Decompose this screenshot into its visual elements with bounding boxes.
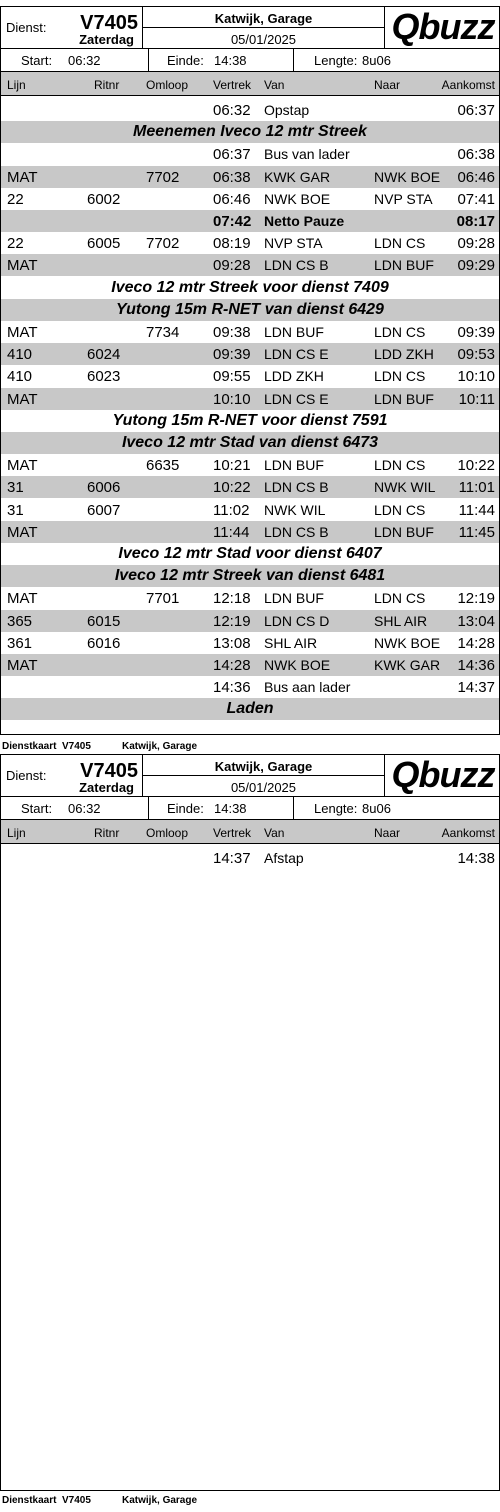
dienst-cell [1,7,143,48]
footer-dienst: V7405 [62,741,91,752]
cell-lijn: MAT [7,168,38,186]
cell-naar: LDN CS [374,457,426,474]
cell-naar: LDN BUF [374,390,434,407]
cell-aankomst: 06:46 [457,168,495,186]
cell-vertrek: 08:19 [213,235,251,253]
cell-aankomst: 14:37 [457,679,495,697]
cell-aankomst: 11:01 [458,479,495,497]
day-of-week: Zaterdag [79,780,134,795]
day-of-week: Zaterdag [79,32,134,47]
cell-ritnr: 6005 [87,235,121,253]
cell-aankomst: 12:19 [457,590,495,608]
cell-ritnr: 6002 [87,190,121,208]
cell-naar: LDN CS [374,590,426,607]
dienst-label: Dienst: [6,768,47,783]
page-footer [0,1495,500,1509]
cell-aankomst: 07:41 [457,190,495,208]
col-aankomst: Aankomst [441,826,495,840]
service-card-page-2 [0,754,500,1491]
cell-vertrek: 14:36 [213,679,251,697]
dienst-label: Dienst: [6,20,47,35]
cell-vertrek: 10:21 [213,457,251,475]
length-label: Lengte: [314,801,358,816]
pause-row [1,210,499,232]
col-van: Van [264,826,285,840]
cell-naar: LDN CS [374,368,426,385]
trip-row [1,232,499,254]
cell-van: LDN BUF [264,324,324,340]
cell-aankomst: 09:53 [457,346,495,364]
cell-naar: SHL AIR [374,612,428,629]
cell-vertrek: 06:37 [213,146,251,164]
cell-vertrek: 14:28 [213,657,251,674]
start-time: 06:32 [68,801,101,816]
dienst-cell [1,755,143,796]
section-header: Iveco 12 mtr Stad voor dienst 6407 [118,545,382,562]
cell-van: LDN CS B [264,479,329,496]
section-header: Iveco 12 mtr Streek voor dienst 7409 [111,278,389,296]
cell-aankomst: 06:37 [457,102,495,119]
pause-end: 08:17 [456,213,495,230]
cell-naar: NWK WIL [374,479,436,496]
cell-van: NWK BOE [264,190,331,207]
end-label: Einde: [167,801,204,816]
cell-lijn: MAT [7,324,38,341]
cell-van: LDN CS D [264,612,330,629]
cell-vertrek: 10:10 [213,390,251,408]
trip-row [1,676,499,698]
trip-row [1,166,499,188]
cell-van: LDN CS E [264,346,329,363]
col-naar: Naar [374,78,401,92]
cell-aankomst: 14:36 [457,657,495,674]
qbuzz-logo: Qbuzz [391,754,495,795]
cell-aankomst: 10:10 [457,368,495,386]
cell-naar: LDN CS [374,235,426,252]
trip-row [1,476,499,498]
cell-van: LDD ZKH [264,368,324,385]
cell-vertrek: 12:18 [213,590,251,608]
dienst-number: V7405 [80,760,138,782]
cell-lijn: 361 [7,634,33,652]
cell-aankomst: 09:39 [457,324,495,341]
trip-row [1,587,499,609]
cell-vertrek: 09:28 [213,257,251,275]
cell-ritnr: 6023 [87,368,121,386]
cell-vertrek: 11:02 [213,501,250,519]
cell-omloop: 7701 [146,590,180,608]
footer-label: Dienstkaart [2,741,57,752]
pause-start: 07:42 [213,213,252,230]
location-cell [143,7,385,48]
cell-vertrek: 06:38 [213,168,251,186]
trip-row [1,654,499,676]
cell-ritnr: 6007 [87,501,121,519]
cell-vertrek: 11:44 [213,523,250,541]
cell-van: NWK WIL [264,501,326,518]
cell-van: Bus aan lader [264,679,351,696]
cell-lijn: 22 [7,235,24,253]
garage-location: Katwijk, Garage [214,759,313,774]
trip-row [1,521,499,543]
cell-lijn: 31 [7,501,24,519]
service-card-page-1 [0,6,500,735]
cell-aankomst: 09:28 [457,235,495,253]
cell-aankomst: 14:38 [457,850,495,867]
trip-row [1,254,499,276]
col-lijn: Lijn [7,826,26,840]
cell-lijn: 410 [7,368,33,386]
cell-aankomst: 11:45 [458,523,495,541]
cell-vertrek: 09:39 [213,346,251,364]
trip-row [1,365,499,387]
col-naar: Naar [374,826,401,840]
cell-lijn: 410 [7,346,33,364]
cell-aankomst: 06:38 [457,146,495,164]
dienst-number: V7405 [80,12,138,34]
cell-naar: NWK BOE [374,634,441,651]
cell-aankomst: 14:28 [457,634,495,652]
section-header: Meenemen Iveco 12 mtr Streek [1,121,499,143]
cell-van: LDN BUF [264,457,324,474]
pause-label: Netto Pauze [264,213,345,229]
footer-location: Katwijk, Garage [122,1495,198,1506]
cell-van: Afstap [264,850,304,866]
end-label: Einde: [167,53,204,68]
service-date: 05/01/2025 [230,32,297,47]
trip-row [1,343,499,365]
trip-row [1,99,499,121]
trip-row [1,321,499,343]
section-header: Laden [1,698,499,720]
cell-aankomst: 10:22 [457,457,495,475]
garage-location: Katwijk, Garage [214,11,313,26]
cell-lijn: 22 [7,190,24,208]
cell-lijn: MAT [7,657,38,674]
cell-omloop: 7702 [146,235,180,253]
end-time: 14:38 [214,53,247,68]
cell-van: NVP STA [264,235,323,252]
trip-row [1,610,499,632]
cell-vertrek: 06:32 [213,102,251,119]
col-van: Van [264,78,285,92]
cell-ritnr: 6024 [87,346,121,364]
start-label: Start: [21,801,53,816]
card-header [1,7,499,49]
cell-lijn: MAT [7,257,38,275]
col-omloop: Omloop [146,826,189,840]
cell-ritnr: 6016 [87,634,121,652]
cell-naar: LDD ZKH [374,346,434,363]
cell-van: LDN CS E [264,390,329,407]
cell-omloop: 7734 [146,324,180,341]
card-header [1,755,499,797]
cell-vertrek: 06:46 [213,190,251,208]
cell-vertrek: 12:19 [213,612,251,630]
cell-vertrek: 10:22 [213,479,251,497]
cell-omloop: 7702 [146,168,180,186]
cell-lijn: 365 [7,612,33,630]
length-value: 8u06 [362,801,391,816]
cell-aankomst: 10:11 [458,390,495,408]
footer-label: Dienstkaart [2,1495,57,1506]
trip-row [1,143,499,165]
service-date: 05/01/2025 [230,780,297,795]
cell-lijn: 31 [7,479,24,497]
cell-van: KWK GAR [264,168,331,185]
cell-naar: LDN BUF [374,257,434,274]
cell-van: LDN CS B [264,523,329,540]
cell-van: LDN CS B [264,257,329,274]
start-time: 06:32 [68,53,101,68]
col-omloop: Omloop [146,78,189,92]
cell-van: LDN BUF [264,590,324,607]
cell-aankomst: 13:04 [457,612,495,630]
trip-row [1,388,499,410]
cell-lijn: MAT [7,457,38,475]
end-time: 14:38 [214,801,247,816]
cell-naar: LDN CS [374,324,426,340]
start-label: Start: [21,53,53,68]
cell-naar: NWK BOE [374,168,441,185]
cell-van: NWK BOE [264,657,331,673]
trip-row [1,188,499,210]
cell-ritnr: 6015 [87,612,121,630]
location-cell [143,755,385,796]
trip-row [1,454,499,476]
section-header: Iveco 12 mtr Stad van dienst 6473 [1,432,499,454]
times-bar [1,797,499,819]
cell-lijn: MAT [7,523,38,541]
cell-vertrek: 14:37 [213,850,251,867]
length-label: Lengte: [314,53,358,68]
qbuzz-logo: Qbuzz [391,6,495,47]
cell-van: Opstap [264,102,310,118]
cell-naar: LDN BUF [374,523,434,540]
trip-row [1,847,499,869]
cell-aankomst: 11:44 [458,501,495,519]
footer-dienst: V7405 [62,1495,91,1506]
cell-vertrek: 13:08 [213,634,251,652]
section-header: Yutong 15m R-NET voor dienst 7591 [112,411,388,429]
trip-row [1,632,499,654]
col-lijn: Lijn [7,78,26,92]
cell-naar: LDN CS [374,501,426,518]
col-ritnr: Ritnr [94,826,120,840]
col-vertrek: Vertrek [213,826,252,840]
times-bar [1,49,499,71]
cell-van: Bus van lader [264,146,350,163]
cell-naar: KWK GAR [374,657,441,673]
trip-row [1,499,499,521]
section-header: Yutong 15m R-NET van dienst 6429 [1,299,499,321]
cell-lijn: MAT [7,390,38,408]
cell-omloop: 6635 [146,457,180,475]
cell-van: SHL AIR [264,634,318,651]
col-aankomst: Aankomst [441,78,495,92]
cell-vertrek: 09:38 [213,324,251,341]
section-header: Iveco 12 mtr Streek van dienst 6481 [1,565,499,587]
cell-lijn: MAT [7,590,38,608]
cell-naar: NVP STA [374,190,433,207]
col-ritnr: Ritnr [94,78,120,92]
cell-ritnr: 6006 [87,479,121,497]
col-vertrek: Vertrek [213,78,252,92]
footer-location: Katwijk, Garage [122,741,198,752]
column-header-row [1,819,499,844]
page-footer [0,741,500,755]
cell-aankomst: 09:29 [457,257,495,275]
length-value: 8u06 [362,53,391,68]
cell-vertrek: 09:55 [213,368,251,386]
column-header-row [1,71,499,96]
